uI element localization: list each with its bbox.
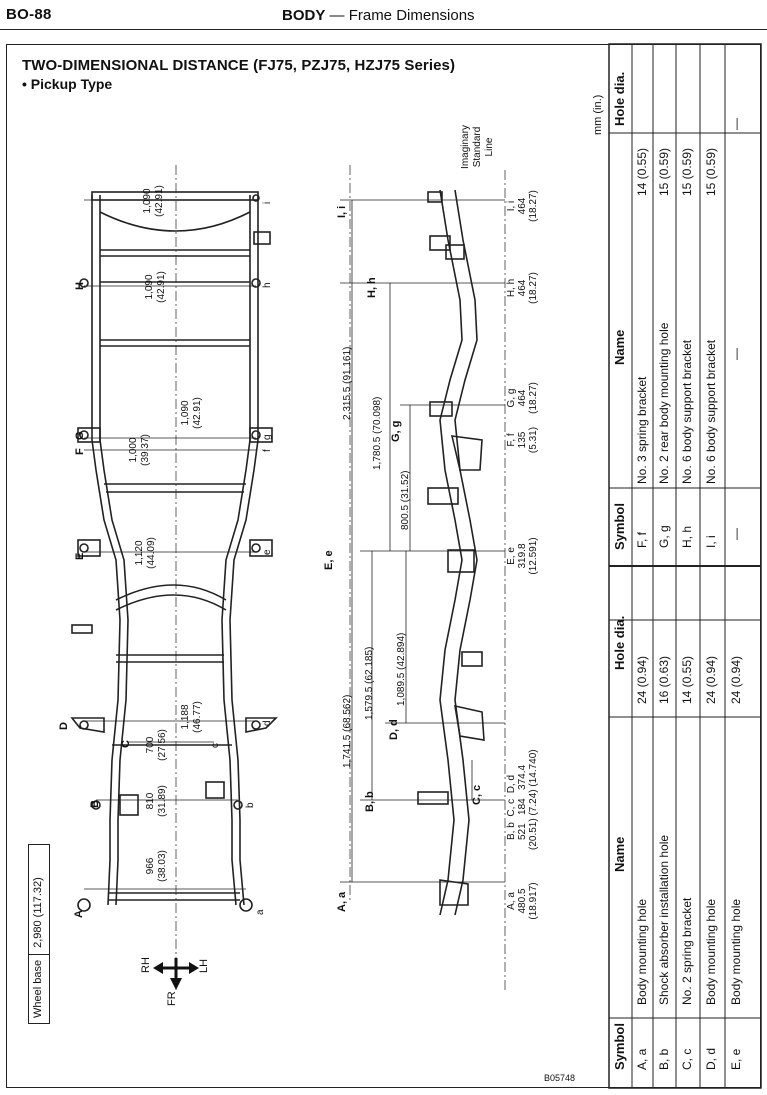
- marker-h: h: [262, 282, 273, 288]
- height-e: E, e 319.8 (12.591): [506, 537, 539, 575]
- length-dim-4: 800.5 (31.52): [400, 470, 411, 530]
- table-header-symbol-left: Symbol: [612, 1023, 627, 1070]
- table-header-name-left: Name: [612, 836, 627, 872]
- table-cell: G, g: [657, 525, 671, 548]
- height-a: A, a 480.5 (18.917): [506, 882, 539, 920]
- side-label-g: G, g: [390, 420, 402, 442]
- table-cell: 15 (0.59): [657, 147, 671, 196]
- table-cell: No. 3 spring bracket: [635, 376, 649, 484]
- table-header-symbol-right: Symbol: [612, 503, 627, 550]
- wheel-base-value: 2,980 (117.32): [32, 877, 44, 948]
- table-header-hole-left: Hole dia.: [612, 615, 627, 670]
- marker-F: F: [74, 448, 86, 455]
- width-dim-8: 1,090 (42.91): [144, 271, 167, 303]
- table-header-name-right: Name: [612, 329, 627, 365]
- table-cell: —: [729, 348, 743, 360]
- height-bcd-syms: B, b C, c D, d: [506, 774, 517, 840]
- units-label: mm (in.): [592, 94, 604, 135]
- side-label-e: E, e: [323, 550, 335, 570]
- figure-subtitle: • Pickup Type: [22, 76, 113, 92]
- table-cell: 14 (0.55): [680, 655, 694, 704]
- marker-E: E: [74, 552, 86, 560]
- marker-H: H: [74, 282, 86, 290]
- table-cell: 15 (0.59): [680, 147, 694, 196]
- marker-G: G: [74, 431, 86, 440]
- side-label-a: A, a: [336, 891, 348, 912]
- table-cell: 24 (0.94): [635, 655, 649, 704]
- side-label-b: B, b: [364, 791, 376, 812]
- height-h: H, h 464 (18.27): [506, 272, 539, 304]
- imaginary-line-label: Imaginary Standard Line: [460, 125, 495, 169]
- side-label-i: I, i: [336, 205, 348, 218]
- width-dim-2: 810 (31.89): [145, 785, 168, 817]
- table-cell: E, e: [729, 1048, 743, 1070]
- table-cell: I, i: [704, 535, 718, 548]
- height-f: F, f 135 (5.31): [506, 426, 539, 454]
- marker-b: b: [245, 802, 256, 808]
- table-cell: Shock absorber installation hole: [657, 834, 671, 1005]
- side-label-h: H, h: [366, 277, 378, 298]
- height-g: G, g 464 (18.27): [506, 382, 539, 414]
- subsection-name: Frame Dimensions: [348, 7, 475, 24]
- table-cell: F, f: [635, 531, 649, 548]
- length-dim-3: 1,089.5 (42.894): [396, 632, 407, 706]
- height-bcd-in: (20.51) (7.24) (14.740): [528, 749, 539, 850]
- table-cell: 16 (0.63): [657, 655, 671, 704]
- table-cell: C, c: [680, 1048, 694, 1070]
- height-bcd-vals: 521 184 374.4: [517, 764, 528, 840]
- table-cell: —: [729, 118, 743, 130]
- width-dim-3: 700 (27.56): [145, 729, 168, 761]
- width-dim-5: 1,120 (44.09): [134, 537, 157, 569]
- height-i: I, i 464 (18.27): [506, 190, 539, 222]
- table-cell: Body mounting hole: [635, 898, 649, 1005]
- length-dim-1: 1,741.5 (68.562): [342, 694, 353, 768]
- table-cell: No. 2 spring bracket: [680, 897, 694, 1005]
- table-header-hole-right: Hole dia.: [612, 71, 627, 126]
- width-dim-7: 1,090 (42.91): [180, 397, 203, 429]
- side-view-frame: [340, 165, 505, 990]
- width-dim-6: 1,000 (39.37): [128, 434, 151, 466]
- figure-title: TWO-DIMENSIONAL DISTANCE (FJ75, PZJ75, HZJ75 Series): [22, 57, 456, 74]
- side-label-c: C, c: [471, 784, 483, 805]
- marker-e: e: [262, 549, 273, 555]
- top-view-frame: [72, 165, 276, 990]
- table-cell: Body mounting hole: [729, 898, 743, 1005]
- table-cell: 15 (0.59): [704, 147, 718, 196]
- table-cell: —: [729, 528, 743, 540]
- table-cell: 14 (0.55): [635, 147, 649, 196]
- label-rh: RH: [140, 957, 152, 973]
- table-cell: A, a: [635, 1048, 649, 1070]
- side-label-d: D, d: [388, 719, 400, 740]
- marker-B: B: [89, 800, 101, 808]
- wheel-base-box: [28, 844, 50, 1024]
- orientation-arrow: [153, 958, 199, 990]
- length-dim-2: 1,579.5 (62.185): [364, 646, 375, 720]
- label-lh: LH: [198, 958, 210, 973]
- table-cell: No. 6 body support bracket: [704, 339, 718, 484]
- length-dim-6: 2,315.5 (91.161): [342, 346, 353, 420]
- wheel-base-label: Wheel base: [29, 954, 49, 1023]
- page-number: BO-88: [6, 6, 52, 23]
- table-cell: 24 (0.94): [704, 655, 718, 704]
- width-dim-1: 966 (38.03): [145, 850, 168, 882]
- marker-i: i: [262, 201, 273, 204]
- table-cell: B, b: [657, 1048, 671, 1070]
- width-dim-4: 1,188 (46.77): [180, 701, 203, 733]
- section-name: BODY: [282, 7, 326, 24]
- table-cell: No. 6 body support bracket: [680, 339, 694, 484]
- length-dim-5: 1,780.5 (70.098): [372, 396, 383, 470]
- marker-C: C: [120, 740, 132, 748]
- width-dim-9: 1,090 (42.91): [142, 185, 165, 217]
- marker-A: A: [73, 910, 85, 918]
- marker-d: d: [262, 720, 273, 726]
- marker-a: a: [255, 909, 266, 915]
- label-fr: FR: [166, 991, 178, 1006]
- marker-c: c: [210, 743, 221, 748]
- table-cell: 24 (0.94): [729, 655, 743, 704]
- marker-D: D: [58, 722, 70, 730]
- marker-g: g: [262, 434, 273, 440]
- table-cell: H, h: [680, 525, 694, 548]
- table-cell: No. 2 rear body mounting hole: [657, 322, 671, 484]
- table-cell: Body mounting hole: [704, 898, 718, 1005]
- marker-f: f: [262, 449, 273, 452]
- table-cell: D, d: [704, 1047, 718, 1070]
- section-separator: —: [329, 7, 345, 24]
- figure-code: B05748: [544, 1073, 576, 1083]
